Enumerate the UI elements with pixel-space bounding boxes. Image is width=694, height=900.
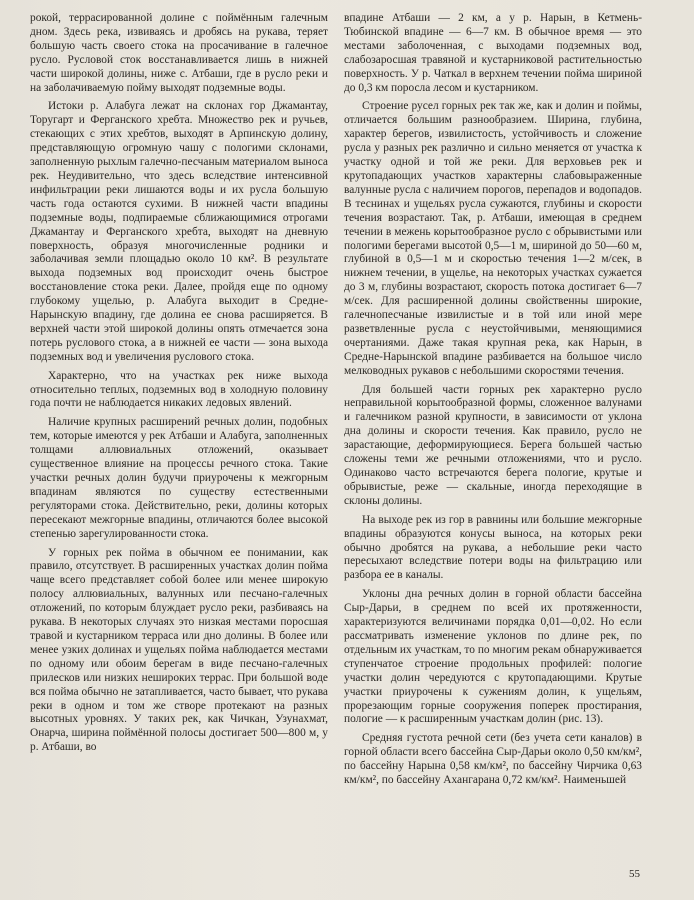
- left-text-column: [30, 12, 328, 755]
- paragraph: У горных рек пойма в обычном ее понимании, как правило, отсутствует. В расширенных участках долин пойма чаще всего представляет собой более или менее широкую полосу аллювиальных, валунных или песчано-галечных отложений, по которым блуждает русло реки, разбиваясь на рукава. В некоторых случаях это низкая местами поросшая травой и кустарником терраса или дно долины. В более или менее узких долинах и ущельях поймa наблюдается местами по одному или обоим берегам в виде песчано-галечных прилесков или низких нешироких террас. При большой воде вся пойма обычно не затапливается, часто бывает, что рукава реки в одном и том же створе протекают на разных высотных уровнях. У таких рек, как Чичкан, Узунахмат, Онарча, ширина поймённой полосы достигает 500—800 м, у р. Атбаши, во: [30, 546, 328, 754]
- paragraph: рокой, террасированной долине с поймённым галечным дном. Здесь река, извиваясь и дробясь на рукава, теряет большую часть своего стока на просачивание в галечное русло. Русловой сток восстанавливается лишь в нижней части широкой долины, ниже с. Атбаши, где в русло реки и на заболачиваемую пойму выходят подземные воды.: [30, 12, 328, 94]
- paragraph: Уклоны дна речных долин в горной области бассейна Сыр-Дарьи, в среднем по всей их протяженности, характеризуются величинами порядка 0,01—0,02. Но если рассматривать изменение уклонов по длине рек, по отдельным их участкам, то по многим рекам обнаруживается ступенчатое строение продольных профилей: пологие участки долин чередуются с крутопадающими. Крутые участки приурочены к сужениям долин, к ущельям, прорезающим горные сооружения поперек простирания, пологие — к расширенным участкам долин (рис. 13).: [344, 588, 642, 726]
- paragraph: Строение русел горных рек так же, как и долин и поймы, отличается большим разнообразием. Ширина, глубина, характер берегов, извилистость, устойчивость и сложение русла у разных рек различно и сильно меняется от участка к участку одной и той же реки. Для верховьев рек и крутопадающих участков характерны слабовыраженные валунные русла с наличием порогов, перепадов и водопадов. В теснинах и ущельях русла сужаются, глубины и скорости течения возрастают. Так, р. Атбаши, имеющая в среднем течении в межень корытообразное русло с обрывистыми или пологими берегами высотой 0,5—1 м, шириной до 50—60 м, глубиной в 0,5—1 м и скоростью течения 1—2 м/сек, в нижнем течении, в ущелье, на некоторых участках сужается до 3 м, глубины возрастают, скорость потока достигает 6—7 м/сек. Для расширенной долины свойственны широкие, галечнопесчаные извилистые и в той или иной мере разветвленные русла с неустойчивыми, меняющимися очертаниями. Даже такая крупная река, как Нарын, в Средне-Нарынской впадине разбивается на большое число мелководных рукавов с небольшими скоростями течения.: [344, 100, 642, 377]
- paragraph: Наличие крупных расширений речных долин, подобных тем, которые имеются у рек Атбаши и Алабуга, заполненных толщами аллювиальных отложений, оказывает существенное влияние на процессы речного стока. Такие участки речных долин будучи приурочены к межгорным впадинам являются по существу естественными регуляторами стока. Действительно, реки, долины которых пересекают межгорные впадины, отличаются более высокой степенью зарегулированности стока.: [30, 416, 328, 540]
- paragraph: Средняя густота речной сети (без учета сети каналов) в горной области всего бассейна Сыр-Дарьи около 0,50 км/км², по бассейну Нарына 0,58 км/км², по бассейну Чирчика 0,63 км/км², по бассейну Ахангарана 0,72 км/км². Наименьшей: [344, 732, 642, 787]
- paragraph: Для большей части горных рек характерно русло неправильной корытообразной формы, сложенное валунами и галечником разной крупности, в зависимости от уклона дна долины и скорости течения. Как правило, русло не зарастающие, деформирующиеся. Берега большей частью сложены теми же речными отложениями, что и русло. Одинаково часто встречаются берега пологие, крутые и обрывистые, реже — скальные, иногда переходящие в склоны долины.: [344, 383, 642, 507]
- paragraph: Характерно, что на участках рек ниже выхода относительно теплых, подземных вод в холодную половину года почти не наблюдается никаких ледовых явлений.: [30, 369, 328, 410]
- paragraph: впадине Атбаши — 2 км, а у р. Нарын, в Кетмень-Тюбинской впадине — 6—7 км. В обычное время — это местами заболоченная, с выходами подземных вод, слабозаросшая травяной и кустарниковой растительностью поверхность. У р. Чаткал в верхнем течении пойма шириной до 0,3 км поросла лесом и кустарником.: [344, 12, 642, 94]
- paragraph: На выходе рек из гор в равнины или большие межгорные впадины образуются конусы выноса, на которых реки обычно дробятся на рукава, а небольшие реки часто пересыхают вследствие потери воды на фильтрацию или разбора ее в каналы.: [344, 513, 642, 582]
- page-number: 55: [629, 868, 640, 880]
- paragraph: Истоки р. Алабуга лежат на склонах гор Джамантау, Торугарт и Ферганского хребта. Множество рек и ручьев, стекающих с этих хребтов, выходят в Арпинскую долину, представляющую огромную чашу с пологими склонами, заполненную рыхлым галечно-песчаным материалом выноса рек. Неудивительно, что здесь вследствие интенсивной инфильтрации реки лишаются воды и их русла большую часть года остаются сухими. В нижней части впадины подземные воды, подпираемые сближающимися отрогами Джамантау и Ферганского хребта, выходят на дневную поверхность, образуя многочисленные родники и заболачивая земли площадью около 10 км². В результате выхода подземных вод происходит очень быстрое восстановление стока реки. Далее, пройдя еще по одному глубокому ущелью, р. Алабуга выходит в Средне-Нарынскую впадину, где долина ее снова расширяется. В верхней части этой широкой долины опять отмечается зона потерь руслового стока, а в нижней ее части — зона выхода подземных вод и увеличения руслового стока.: [30, 100, 328, 363]
- right-text-column: [344, 12, 642, 788]
